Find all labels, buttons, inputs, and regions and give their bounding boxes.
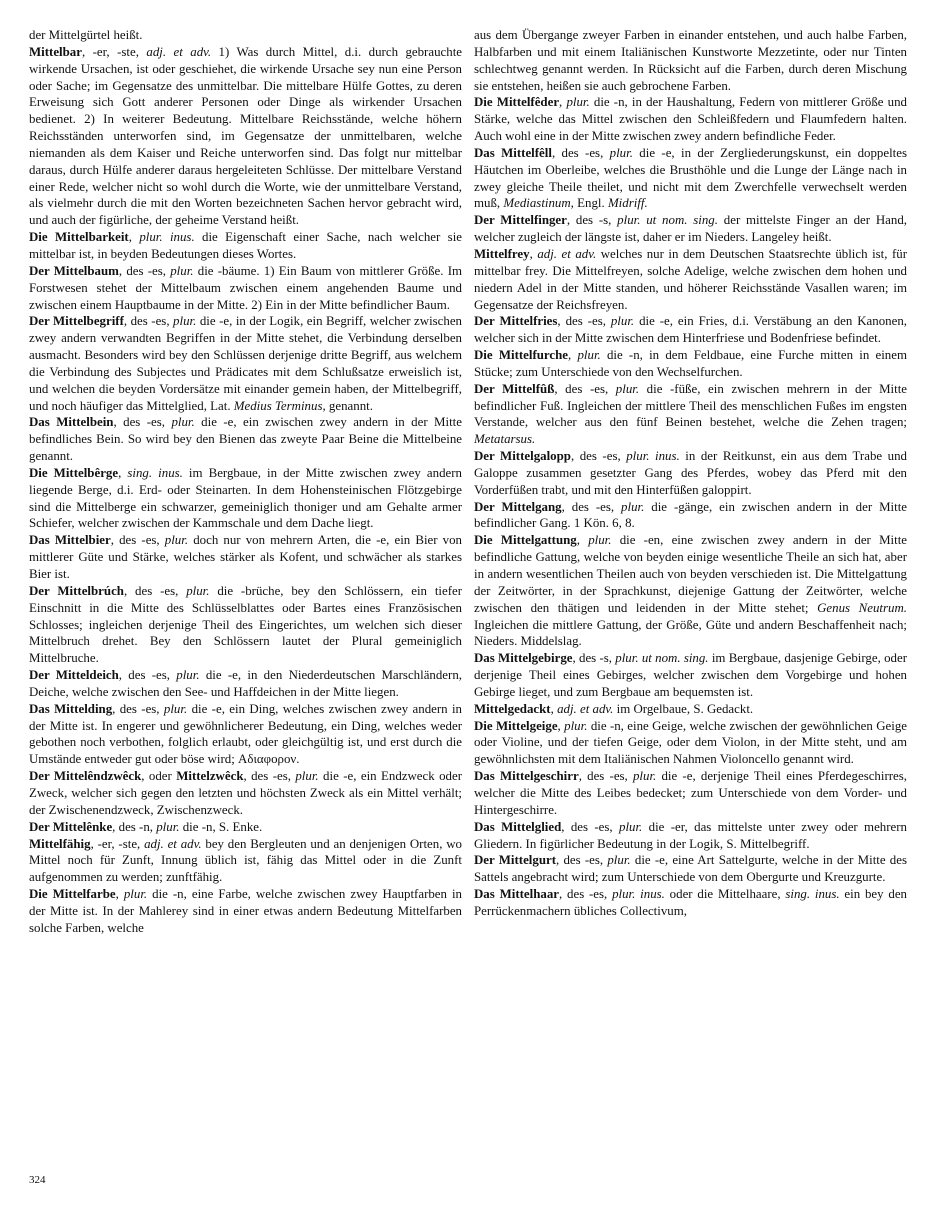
dictionary-entry: Die Mittelfarbe, plur. die -n, eine Farbe, welche zwischen zwey Hauptfarben in der Mitte ist. In der Mahlerey sind in einer etwas andern Bedeutung Mittelfarben solche Farben, welche xyxy=(29,887,462,935)
dictionary-entry: Die Mittelfêder, plur. die -n, in der Haushaltung, Federn von mittlerer Größe und Stärke, welche das Mittel zwischen den Schleißfedern und Flaumfedern halten. Auch wohl eine in der Mitte zwischen zwey andern befindliche Feder. xyxy=(474,95,907,144)
dictionary-entry: Mittelfrey, adj. et adv. welches nur in dem Deutschen Staatsrechte üblich ist, für mittelbar frey. Die Mittelfreyen, solche Adelige, welche zwischen dem hohen und niedern Adel in der Mitte standen, und höherer Reichsstände Vasallen waren; im Gegensatze der Reichsfreyen. xyxy=(474,246,907,312)
dictionary-entry: Das Mittelhaar, des -es, plur. inus. oder die Mittelhaare, sing. inus. ein bey den Perrückenmachern übliches Collectivum, xyxy=(474,887,907,918)
dictionary-entry: Das Mittelbier, des -es, plur. doch nur von mehrern Arten, die -e, ein Bier von mittlerer Güte und Stärke, welches stärker als Kofent, und schwächer als starkes Bier ist. xyxy=(29,533,462,581)
dictionary-entry: Der Mittelbegriff, des -es, plur. die -e, in der Logik, ein Begriff, welcher zwischen zwey andern verwandten Begriffen in der Mitte stehet, die Verbindung derselben ausmacht. Besonders wird bey den Schlüssen derjenige dritte Begriff, aus welchem die Verbindung des Subjectes und Prädicates mit dem Schlußsatze erweislich ist, und welchen die beyden Vordersätze mit einander gemein haben, der Mittelbegriff, und noch häufiger das Mittelglied, Lat. Medius Terminus, genannt. xyxy=(29,314,462,413)
dictionary-entry: Der Mittelfries, des -es, plur. die -e, ein Fries, d.i. Verstäbung an den Kanonen, welcher sich in der Mitte zwischen dem Hinterfriese und Bodenfriese befindet. xyxy=(474,314,907,346)
page-number: 324 xyxy=(29,1174,46,1186)
dictionary-entry: Das Mittelgebirge, des -s, plur. ut nom. sing. im Bergbaue, dasjenige Gebirge, oder derjenige Theil eines Gebirges, welcher zwischen dem Vorgebirge und hohen Gebirge lieget, und zum Bergbaue am bequemsten ist. xyxy=(474,651,907,699)
dictionary-entry: Die Mittelgattung, plur. die -en, eine zwischen zwey andern in der Mitte befindliche Gattung, welche von beyden einige wesentliche Theile an sich hat, aber in andern wesentlichen Theilen auch von beyden verschieden ist. Die Mittelgattung der Zeitwörter, in der Sprachkunst, diejenige Gattung der Zeitwörter, welche zwischen den thätigen und leidenden in der Mitte stehet; Genus Neutrum. Ingleichen die mittlere Gattung, der Größe, Güte und andern Beschaffenheit nach; Nieders. Middelslag. xyxy=(474,533,907,649)
dictionary-entry: Die Mittelbêrge, sing. inus. im Bergbaue, in der Mitte zwischen zwey andern liegende Berge, d.i. Erd- oder Steinarten. In dem Hohensteinischen Flötzgebirge sind die Mittelberge ein schwarzer, gemeiniglich thoniger und am Gehalte armer Schiefer, welcher zwischen der Kammschale und dem Dache liegt. xyxy=(29,465,462,531)
dictionary-entry: Mittelbar, -er, -ste, adj. et adv. 1) Was durch Mittel, d.i. durch gebrauchte wirkende Ursachen, ist oder geschiehet, die wirkende Ursache sey nun eine Person oder Sache; im Gegensatze des unmittelbar. Die mittelbare Hülfe Gottes, zu deren Erweisung sich Gott anderer Personen oder Dinge als wirkender Ursachen bedienet. 2) In weiterer Bedeutung. Mittelbare Reichsstände, welche höhern Reichsständen unterworfen sind, im Gegensatze der unmittelbaren, welche niemanden als dem Kaiser und Reiche unterworfen sind. Das folgt nur mittelbar daraus, durch Hülfe anderer daraus hergeleiteten Schlüsse. Der mittelbare Verstand einer Rede, welcher nicht so wohl durch die Worte, wie der unmittelbare Verstand, als vielmehr durch die mit den Worten bezeichneten Sachen hervor gebracht wird, und auch der figürliche, der geheime Verstand heißt. xyxy=(29,44,462,228)
dictionary-entry: Die Mittelbarkeit, plur. inus. die Eigenschaft einer Sache, nach welcher sie mittelbar ist, in beyden Bedeutungen dieses Wortes. xyxy=(29,230,462,261)
dictionary-entry: Der Mittelgurt, des -es, plur. die -e, eine Art Sattelgurte, welche in der Mitte des Sattels angebracht wird; zum Unterschiede von dem Obergurte und Kreuzgurte. xyxy=(474,853,907,885)
left-column xyxy=(29,27,462,1177)
dictionary-entry: Mittelgedackt, adj. et adv. im Orgelbaue, S. Gedackt. xyxy=(474,701,754,716)
dictionary-entry: Der Mittelêndzwêck, oder Mittelzwêck, des -es, plur. die -e, ein Endzweck oder Zweck, welcher sich gegen den letzten und höchsten Zweck als ein Mittel verhält; der Zwischenendzweck, Zwischenzweck. xyxy=(29,769,462,817)
dictionary-entry: Mittelfähig, -er, -ste, adj. et adv. bey den Bergleuten und an denjenigen Orten, wo Mittel noch für Zunft, Innung üblich ist, fähig das Mittel oder in die Zunft aufgenommen zu werden; zunftfähig. xyxy=(29,836,462,885)
dictionary-entry: Der Mittelgalopp, des -es, plur. inus. in der Reitkunst, ein aus dem Trabe und Galoppe zusammen gesetzter Gang des Pferdes, wobey das Pferd mit den Vorderfüßen trabt, und mit den Hinterfüßen galoppirt. xyxy=(474,449,907,497)
dictionary-entry: Die Mittelfurche, plur. die -n, in dem Feldbaue, eine Furche mitten in einem Stücke; zum Unterschiede von den Wechselfurchen. xyxy=(474,348,907,379)
dictionary-entry: Das Mittelgeschirr, des -es, plur. die -e, derjenige Theil eines Pferdegeschirres, welcher die Mitte des Leibes bedecket; zum Unterschiede von dem Vorder- und Hintergeschirre. xyxy=(474,769,907,817)
dictionary-entry: Das Mittelfêll, des -es, plur. die -e, in der Zergliederungskunst, ein doppeltes Häutchen im Oberleibe, welches die Brusthöhle und die Lunge der Länge nach in zwey gleiche Theile theilet, und nicht mit dem Zwerchfelle verwechselt werden muß, Mediastinum, Engl. Midriff. xyxy=(474,145,907,211)
dictionary-page xyxy=(29,27,907,1177)
dictionary-entry: der Mittelgürtel heißt. xyxy=(29,28,143,42)
dictionary-entry: Der Mittelênke, des -n, plur. die -n, S. Enke. xyxy=(29,819,263,834)
dictionary-entry: Der Mittelbaum, des -es, plur. die -bäume. 1) Ein Baum von mittlerer Größe. Im Forstwesen stehet der Mittelbaum zwischen einem angehenden Baume und zwischen einem Hauptbaume in der Mitte. 2) Ein in der Mitte befindlicher Baum. xyxy=(29,263,462,312)
dictionary-entry: Das Mittelbein, des -es, plur. die -e, ein zwischen zwey andern in der Mitte befindliches Bein. So wird bey den Bienen das zweyte Paar Beine die Mittelbeine genannt. xyxy=(29,415,462,464)
dictionary-entry: Die Mittelgeige, plur. die -n, eine Geige, welche zwischen der gewöhnlichen Geige oder Violine, und der tiefen Geige, oder dem Violon, in der Mitte steht, und am gewöhnlichsten mit dem Italiänischen Nahmen Violoncello genannt wird. xyxy=(474,718,907,767)
dictionary-entry: Der Mittelgang, des -es, plur. die -gänge, ein zwischen andern in der Mitte befindlicher Gang. 1 Kön. 6, 8. xyxy=(474,499,907,531)
dictionary-entry: Das Mittelding, des -es, plur. die -e, ein Ding, welches zwischen zwey andern in der Mitte ist. In engerer und gewöhnlicherer Bedeutung, ein Ding, welches weder gebothen noch verbothen, folglich erlaubt, oder gleichgültig ist, und erst durch die Umstände entweder gut oder böse wird; Αδιαφορον. xyxy=(29,701,462,767)
dictionary-entry: Der Mittelfinger, des -s, plur. ut nom. sing. der mittelste Finger an der Hand, welcher zugleich der längste ist, daher er im Nieders. Langeley heißt. xyxy=(474,213,907,245)
dictionary-entry: aus dem Übergange zweyer Farben in einander entstehen, und auch halbe Farben, Halbfarben und mit einem Italiänischen Kunstworte Mezzetinte, oder nur Tinten schlechtweg genannt werden. In Rücksicht auf die Farben, durch deren Mischung sie entstehen, heißen sie auch gebrochene Farben. xyxy=(474,28,907,93)
dictionary-entry: Der Mittelfûß, des -es, plur. die -füße, ein zwischen mehrern in der Mitte befindlicher Fuß. Ingleichen der mittlere Theil des menschlichen Fußes im engsten Verstande, welcher aus den fünf Beinen bestehet, welche die Zehen tragen; Metatarsus. xyxy=(474,381,907,447)
dictionary-entry: Der Mittelbrúch, des -es, plur. die -brüche, bey den Schlössern, ein tiefer Einschnitt in die Mitte des Schlüsselblattes oder Bartes eines Französischen Schlosses; ingleichen derjenige Theil des Eingerichtes, um welchen sich dieser Mittelbruch drehet. Bey den Schlössern lautet der Plural gemeiniglich Mittelbruche. xyxy=(29,583,462,666)
right-column xyxy=(474,27,907,1177)
dictionary-entry: Das Mittelglied, des -es, plur. die -er, das mittelste unter zwey oder mehrern Gliedern. In figürlicher Bedeutung in der Logik, S. Mittelbegriff. xyxy=(474,819,907,851)
dictionary-entry: Der Mitteldeich, des -es, plur. die -e, in den Niederdeutschen Marschländern, Deiche, welche zwischen den See- und Haffdeichen in der Mitte liegen. xyxy=(29,668,462,699)
